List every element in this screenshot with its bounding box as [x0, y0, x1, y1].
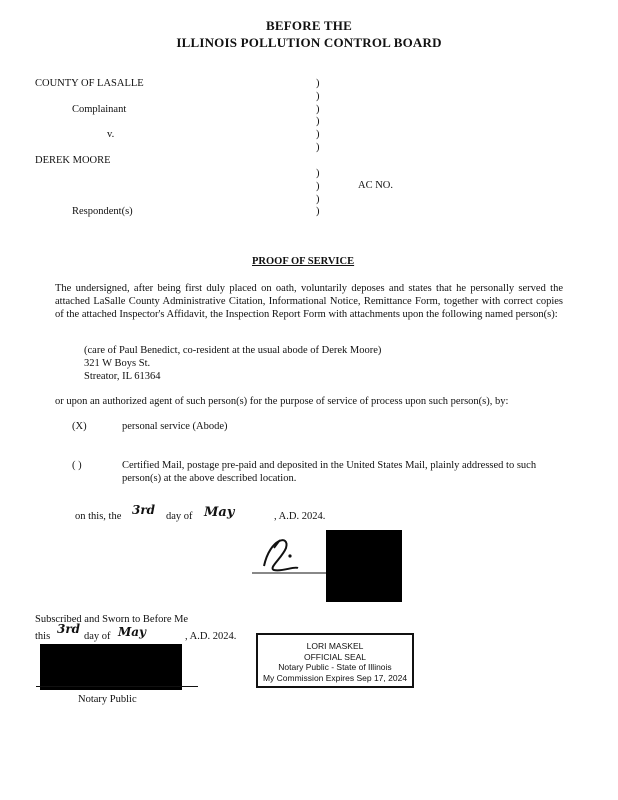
notary-signature-line [36, 686, 198, 687]
board-header-line1: BEFORE THE [266, 18, 352, 33]
complainant-label: Complainant [72, 104, 127, 115]
notary-month-handwritten: May [118, 625, 147, 639]
date-month-handwritten: May [204, 505, 235, 520]
option-personal-mark: (X) [72, 421, 87, 432]
paren: ) [316, 193, 320, 205]
notary-this-label: this [35, 631, 51, 642]
date-line-suffix: , A.D. 2024. [274, 511, 326, 522]
paren: ) [316, 168, 320, 179]
paren: ) [316, 129, 320, 141]
proof-intro-paragraph: The undersigned, after being first duly placed on oath, voluntarily deposes and states that he personally served the attached LaSalle County Administrative Citation, Informational Notice, Remittance Form, together with correct copies of the attached Inspector's Affidavit, the Inspection Report Form with attachments upon the following named person(s): [55, 283, 563, 320]
redaction-box-server [326, 530, 402, 602]
ac-number-label: AC NO. [358, 180, 394, 191]
notary-day-handwritten: 3rd [57, 622, 81, 636]
notary-public-label: Notary Public [78, 694, 137, 705]
seal-state: Notary Public - State of Illinois [278, 662, 392, 672]
date-line-middle: day of [166, 511, 193, 522]
date-line-prefix: on this, the [75, 511, 122, 522]
authorized-agent-text: or upon an authorized agent of such person(s) for the purpose of service of process upon such person(s), by: [55, 396, 509, 407]
option-personal-text: personal service (Abode) [122, 421, 228, 432]
seal-title: OFFICIAL SEAL [303, 651, 367, 662]
option-mail-mark: ( ) [72, 460, 82, 471]
proof-of-service-heading: PROOF OF SERVICE [252, 256, 355, 267]
server-signature [250, 528, 330, 578]
option-mail-line1: Certified Mail, postage pre-paid and deposited in the United States Mail, plainly addressed to such [122, 460, 537, 471]
caption-parens-upper [316, 78, 320, 155]
notary-year-text: , A.D. 2024. [185, 631, 237, 642]
paren: ) [316, 206, 320, 218]
paren: ) [316, 180, 320, 192]
address-line2: 321 W Boys St. [84, 358, 151, 369]
board-header-line2: ILLINOIS POLLUTION CONTROL BOARD [176, 35, 442, 50]
official-seal-stamp [256, 633, 414, 688]
notary-day-of-label: day of [84, 631, 111, 642]
seal-name: LORI MASKEL [306, 641, 364, 651]
respondent-label: Respondent(s) [72, 206, 133, 217]
paren: ) [316, 103, 320, 115]
date-day-handwritten: 3rd [132, 503, 156, 517]
paren: ) [316, 116, 320, 128]
versus-label: v. [107, 129, 115, 140]
caption-parens-lower [316, 168, 320, 219]
subscribed-sworn-text: Subscribed and Sworn to Before Me [35, 614, 189, 625]
respondent-name: DEREK MOORE [35, 155, 111, 166]
paren: ) [316, 141, 320, 153]
address-line3: Streator, IL 61364 [84, 371, 161, 382]
seal-expiry: My Commission Expires Sep 17, 2024 [262, 672, 408, 683]
redaction-box-notary [40, 644, 182, 690]
paren: ) [316, 78, 320, 89]
paren: ) [316, 90, 320, 102]
address-line1: (care of Paul Benedict, co-resident at the usual abode of Derek Moore) [84, 345, 382, 356]
option-mail-line2: person(s) at the above described location. [122, 473, 297, 484]
complainant-name: COUNTY OF LASALLE [35, 78, 144, 89]
